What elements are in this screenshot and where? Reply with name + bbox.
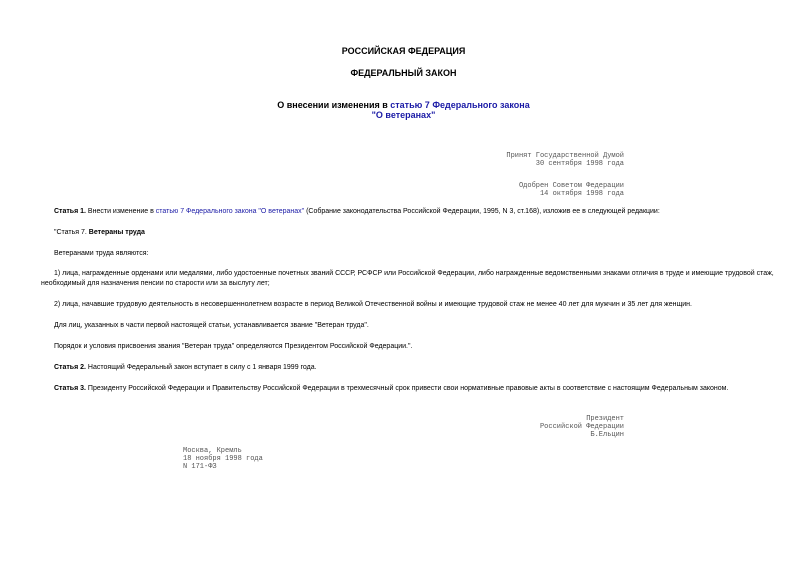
list-item-2: 2) лица, начавшие трудовую деятельность в несовершеннолетнем возрасте в период Великой Отечественной войны и имеющие трудовой стаж не менее 40 лет для мужчин и 35 лет для женщин.: [54, 301, 692, 308]
council-approval-line1: Одобрен Советом Федерации: [518, 182, 624, 190]
article-2-label: Статья 2.: [54, 364, 86, 371]
council-approval-date: 14 октября 1998 года: [539, 190, 624, 198]
signature-title: Президент: [586, 415, 624, 423]
list-item-1: 1) лица, награжденные орденами или медалями, либо удостоенные почетных званий СССР, РСФСР или Российской Федерации, либо награжденные ведомственными знаками отличия в труде и имеющие трудовой стаж, необходимый для назначения пенсии по старости или за выслугу лет;: [41, 270, 774, 287]
veterans-intro: Ветеранами труда являются:: [54, 250, 149, 257]
article-7-prefix: "Статья 7.: [54, 229, 89, 236]
law-title-link[interactable]: статью 7 Федерального закона: [390, 100, 530, 110]
country-heading: РОССИЙСКАЯ ФЕДЕРАЦИЯ: [341, 46, 466, 56]
article-1-text-pre: Внести изменение в: [85, 208, 156, 215]
law-number: N 171-ФЗ: [183, 463, 217, 471]
article-2-text: Настоящий Федеральный закон вступает в силу с 1 января 1999 года.: [85, 364, 317, 371]
article-3-label: Статья 3.: [54, 385, 86, 392]
title-establishment-para: Для лиц, указанных в части первой настоящей статьи, устанавливается звание "Ветеран труда".: [54, 322, 369, 329]
signature-country: Российской Федерации: [539, 423, 624, 431]
law-title-link-veterans[interactable]: "О ветеранах": [371, 110, 436, 120]
article-1-label: Статья 1.: [54, 208, 86, 215]
article-2: [41, 363, 781, 373]
article-1-link[interactable]: статью 7 Федерального закона "О ветеранах": [155, 208, 305, 215]
article-7-title: Ветераны труда: [88, 229, 145, 236]
signing-date: 18 ноября 1998 года: [183, 455, 263, 463]
signature-name: Б.Ельцин: [590, 431, 624, 439]
place-line: Москва, Кремль: [183, 447, 242, 455]
article-3: [41, 384, 781, 394]
law-title-line2: [0, 110, 807, 121]
article-3-text: Президенту Российской Федерации и Правительству Российской Федерации в трехмесячный срок привести свои нормативные правовые акты в соответствие с настоящим Федеральным законом.: [85, 385, 729, 392]
law-type-heading: ФЕДЕРАЛЬНЫЙ ЗАКОН: [350, 68, 457, 78]
article-7-heading: [41, 228, 781, 238]
duma-adoption-line1: Принят Государственной Думой: [506, 152, 624, 160]
duma-adoption-date: 30 сентября 1998 года: [535, 160, 624, 168]
article-1: [41, 207, 781, 217]
law-title-prefix: О внесении изменения в: [277, 100, 391, 110]
article-1-text-post: (Собрание законодательства Российской Федерации, 1995, N 3, ст.168), изложив ее в следующей редакции:: [304, 208, 660, 215]
order-conditions-para: Порядок и условия присвоения звания "Ветеран труда" определяются Президентом Российской Федерации.".: [54, 343, 413, 350]
